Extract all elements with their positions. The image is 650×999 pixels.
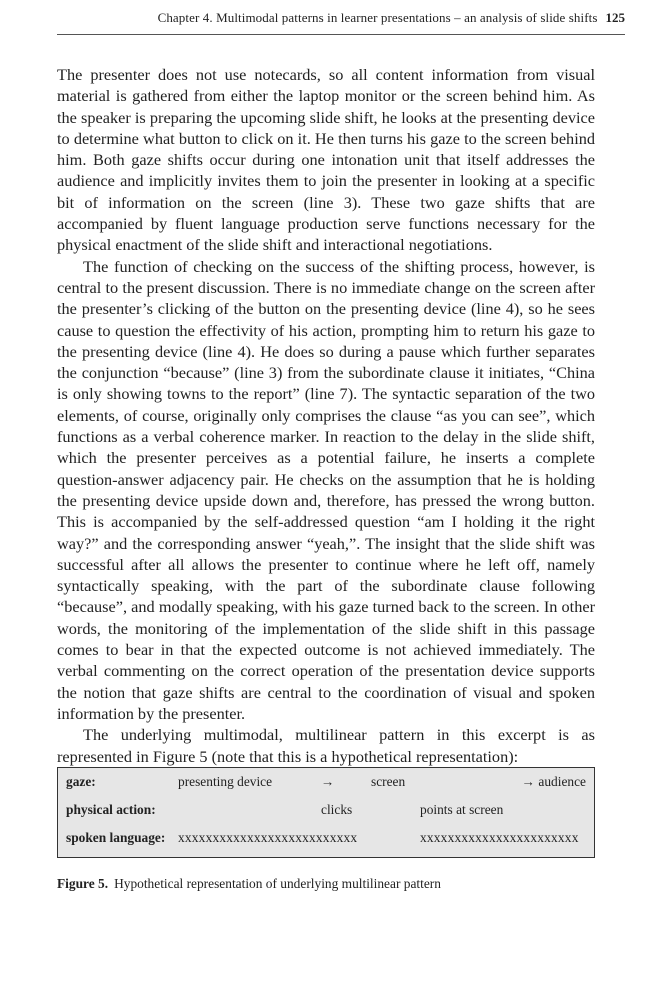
physical-clicks: clicks (321, 802, 353, 817)
figure-5-pattern-table (57, 767, 595, 858)
gaze-presenting-device: presenting device (178, 774, 273, 789)
physical-action-label: physical action: (66, 802, 156, 817)
paragraph: The underlying multimodal, multilinear pattern in this excerpt is as represented in Figure 5 (note that this is a hypothetical representation): (57, 725, 595, 766)
spoken-segment-2: xxxxxxxxxxxxxxxxxxxxxxx (420, 830, 579, 845)
gaze-row (66, 774, 586, 794)
paragraph: The function of checking on the success of the shifting process, however, is central to the present discussion. There is no immediate change on the screen after the presenter’s clicking of the button on the presenting device (line 4), so he sees cause to question the effectivity of his action, prompting him to return his gaze to the presenting device (line 4). He does so during a pause which further separates the conjunction “because” (line 3) from the subordinate clause it initiates, “China is only showing towns to the report” (line 7). The syntactic separation of the two elements, of course, originally only comprises the clause “as you can see”, which functions as a verbal coherence marker. In reaction to the delay in the slide shift, which the presenter perceives as a potential failure, he inserts a complete question-answer adjacency pair. He checks on the assumption that he is holding the presenting device upside down and, therefore, has pressed the wrong button. This is accompanied by the self-addressed question “am I holding it the right way?” and the corresponding answer “yeah,”. The insight that the slide shift was successful after all allows the presenter to continue where he left off, namely syntactically speaking, with the part of the subordinate clause following “because”, and modally speaking, with his gaze turned back to the screen. In other words, the monitoring of the implementation of the slide shift in this passage comes to bear in that the expected outcome is not achieved immediately. The verbal commenting on the correct operation of the presentation device supports the notion that gaze shifts are central to the coordination of visual and spoken information by the presenter. (57, 256, 595, 723)
page-number: 125 (605, 10, 625, 25)
spoken-language-row (66, 830, 586, 850)
gaze-arrow: → (321, 774, 335, 789)
chapter-title: Chapter 4. Multimodal patterns in learner presentations – an analysis of slide shifts (157, 10, 598, 25)
figure-caption (57, 876, 441, 892)
gaze-label: gaze: (66, 774, 96, 789)
paragraph: The presenter does not use notecards, so all content information from visual material is gathered from either the laptop monitor or the screen behind him. As the speaker is preparing the upcoming slide shift, he looks at the presenting device to determine what button to click on it. He then turns his gaze to the screen behind him. Both gaze shifts occur during one intonation unit that itself addresses the audience and implicitly invites them to join the presenter in looking at a specific bit of information on the screen (line 3). These two gaze shifts that are accompanied by fluent language production serve functions necessary for the physical enactment of the slide shift and interactional negotiations. (57, 65, 595, 255)
gaze-audience: → audience (521, 774, 586, 789)
physical-points-at-screen: points at screen (420, 802, 504, 817)
figure-caption-label: Figure 5. (57, 876, 109, 891)
figure-caption-text: Hypothetical representation of underlying multilinear pattern (114, 876, 441, 891)
spoken-language-label: spoken language: (66, 830, 166, 845)
running-head (57, 10, 625, 35)
gaze-screen: screen (371, 774, 406, 789)
body-text (57, 64, 595, 767)
spoken-segment-1: xxxxxxxxxxxxxxxxxxxxxxxxxx (178, 830, 358, 845)
physical-action-row (66, 802, 586, 822)
